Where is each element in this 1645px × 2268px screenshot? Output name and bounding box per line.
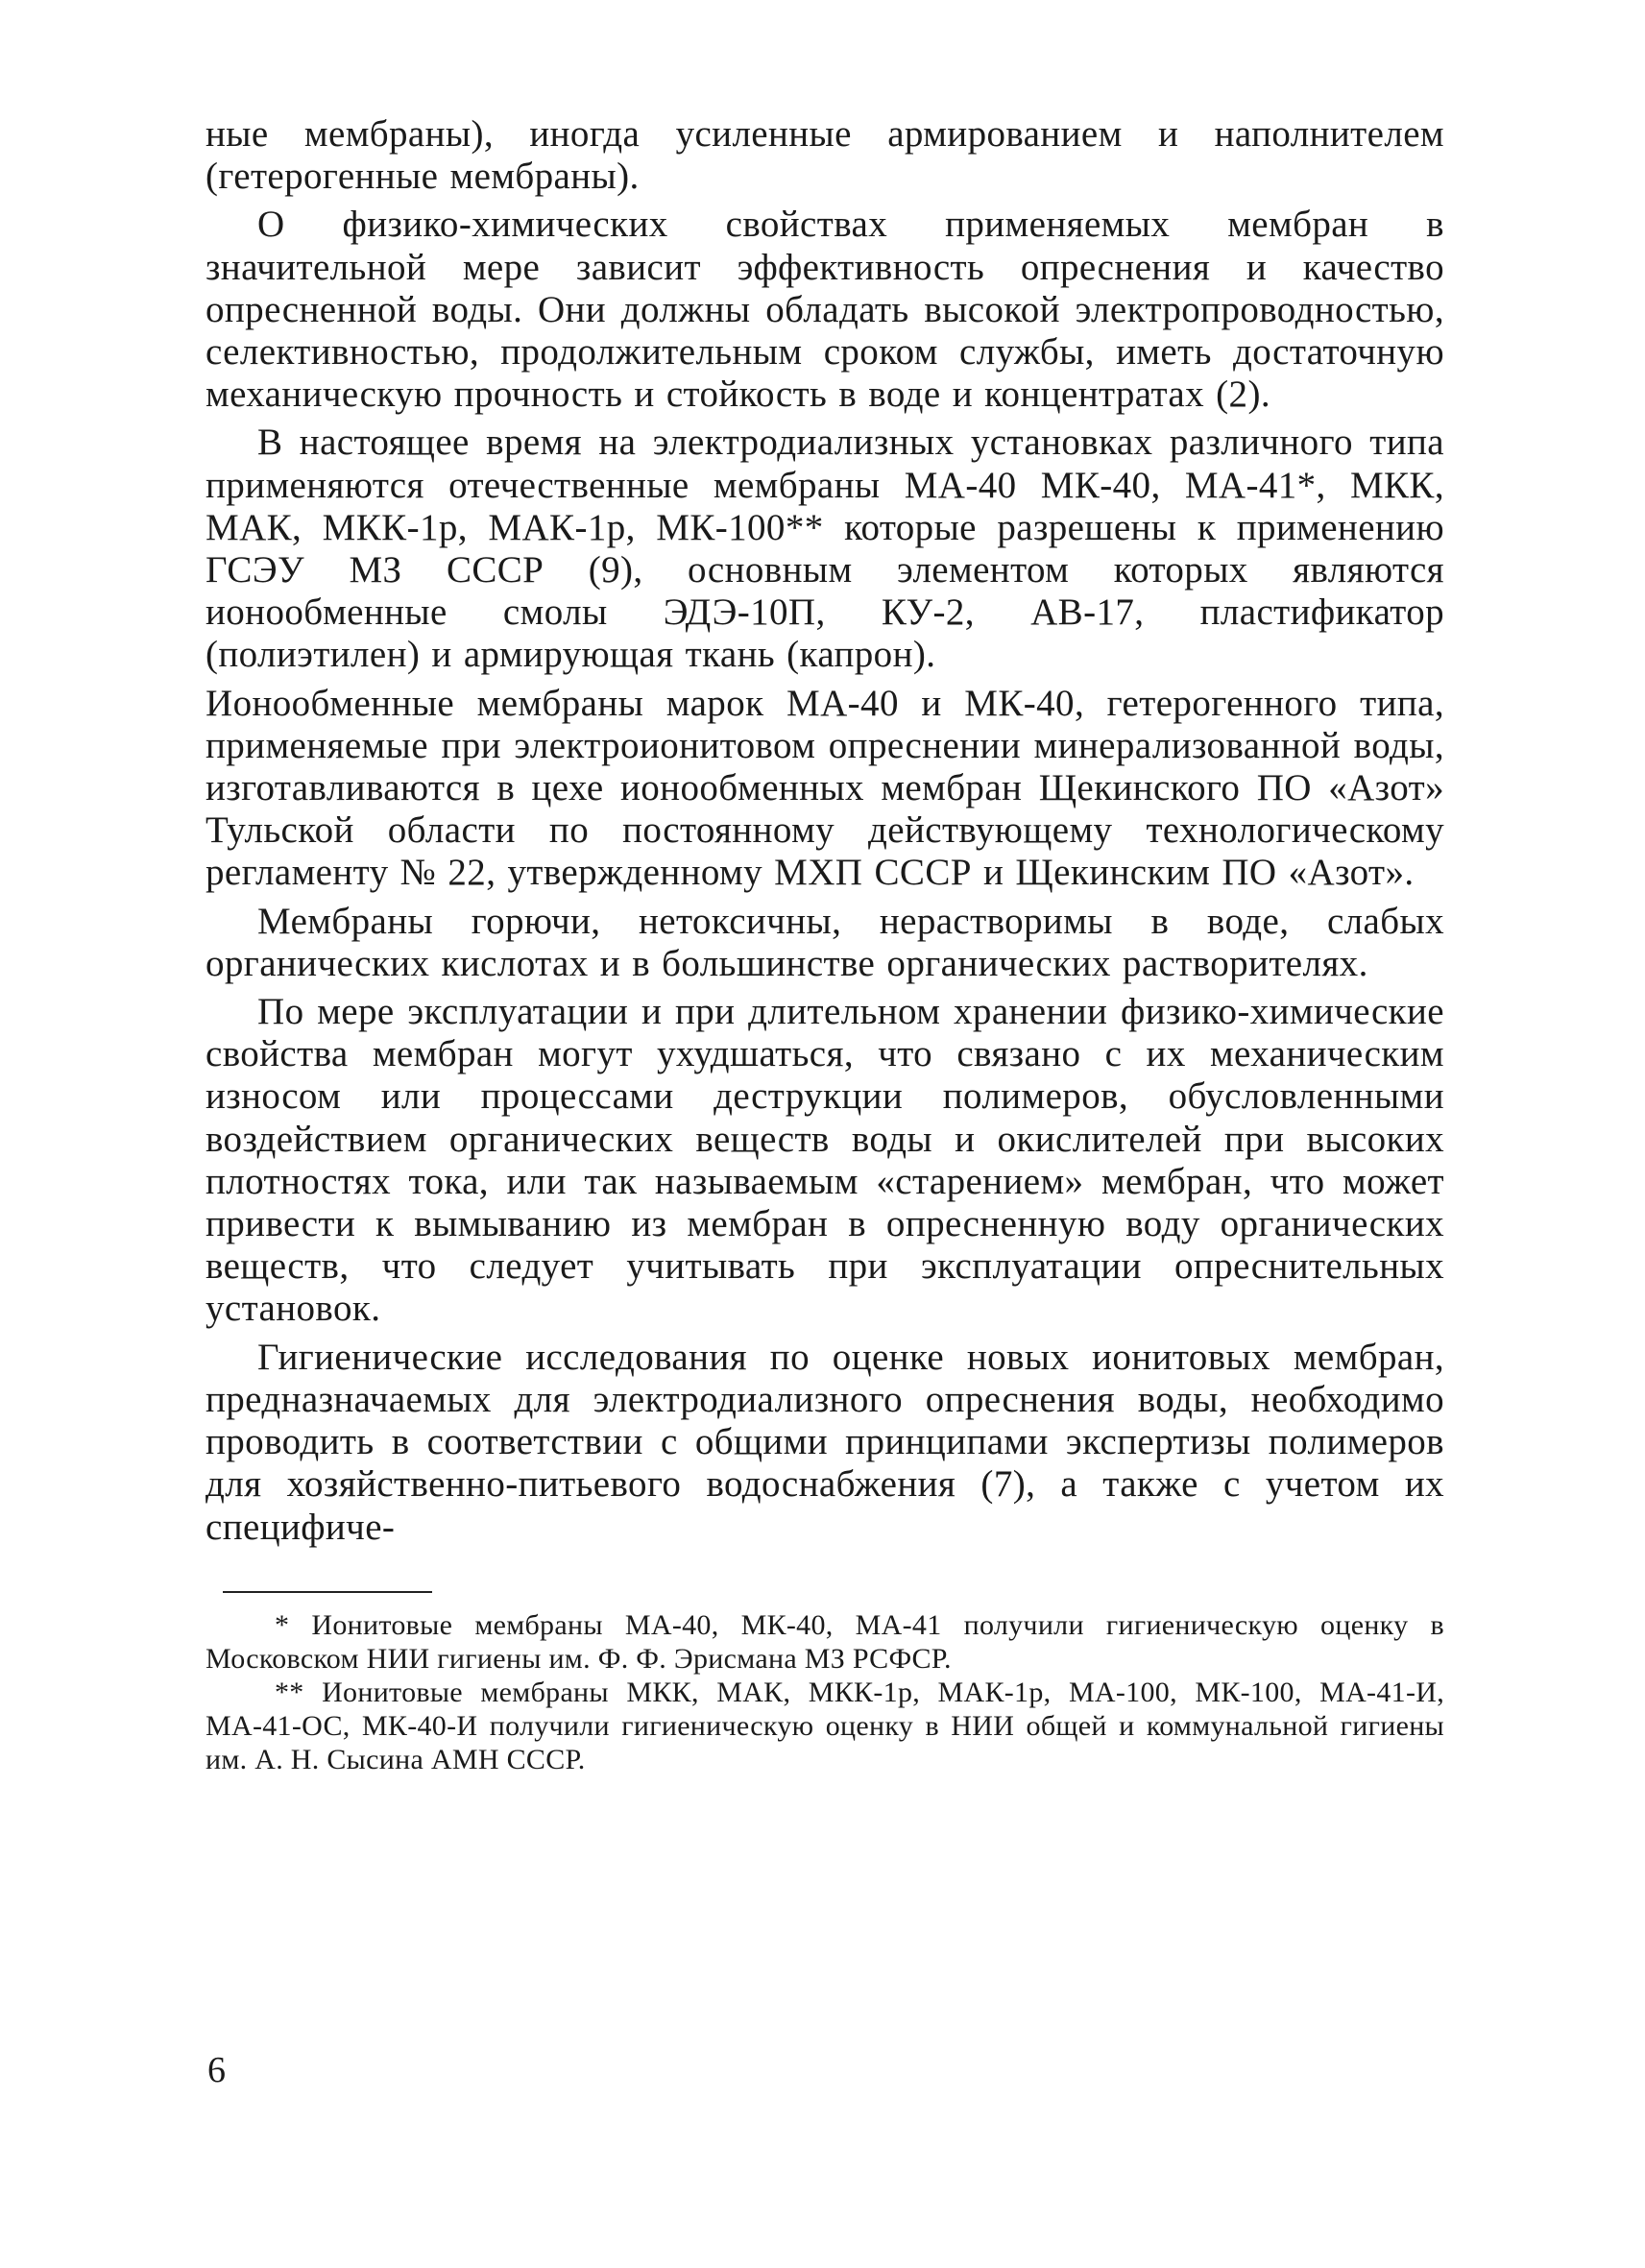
paragraph-continuation: ные мембраны), иногда усиленные армированием и наполнителем (гетерогенные мембраны). bbox=[206, 113, 1444, 198]
paragraph-membrane-degradation: По мере эксплуатации и при длительном хранении физико-химические свойства мембран могут ухудшаться, что связано с их механическим износом или процессами деструкции полимеров, обусловленными воздействием органических веществ воды и окислителей при высоких плотностях тока, или так называемым «старением» мембран, что может привести к вымыванию из мембран в опресненную воду органических веществ, что следует учитывать при эксплуатации опреснительных установок. bbox=[206, 991, 1444, 1330]
document-page bbox=[206, 113, 1444, 2226]
footnote-double-asterisk: ** Ионитовые мембраны МКК, МАК, МКК-1р, МАК-1р, МА-100, МК-100, МА-41-И, МА-41-ОС, МК-40-И получили гигиеническую оценку в НИИ общей и коммунальной гигиены им. А. Н. Сысина АМН СССР. bbox=[206, 1676, 1444, 1775]
paragraph-ion-exchange-membranes: Ионообменные мембраны марок МА-40 и МК-40, гетерогенного типа, применяемые при электроионитовом опреснении минерализованной воды, изготавливаются в цехе ионообменных мембран Щекинского ПО «Азот» Тульской области по постоянному действующему технологическому регламенту № 22, утвержденному МХП СССР и Щекинским ПО «Азот». bbox=[206, 682, 1444, 894]
footnote-divider bbox=[223, 1591, 432, 1593]
paragraph-hygienic-research: Гигиенические исследования по оценке новых ионитовых мембран, предназначаемых для электродиализного опреснения воды, необходимо проводить в соответствии с общими принципами экспертизы полимеров для хозяйственно-питьевого водоснабжения (7), а также с учетом их специфиче- bbox=[206, 1336, 1444, 1548]
body-text bbox=[206, 113, 1444, 1549]
page-number: 6 bbox=[207, 2050, 226, 2090]
paragraph-membrane-properties: О физико-химических свойствах применяемых мембран в значительной мере зависит эффективность опреснения и качество опресненной воды. Они должны обладать высокой электропроводностью, селективностью, продолжительным сроком службы, иметь достаточную механическую прочность и стойкость в воде и концентратах (2). bbox=[206, 204, 1444, 416]
paragraph-domestic-membranes: В настоящее время на электродиализных установках различного типа применяются отечественные мембраны МА-40 МК-40, МА-41*, МКК, МАК, МКК-1р, МАК-1р, МК-100** которые разрешены к применению ГСЭУ МЗ СССР (9), основным элементом которых являются ионообменные смолы ЭДЭ-10П, КУ-2, АВ-17, пластификатор (полиэтилен) и армирующая ткань (капрон). bbox=[206, 422, 1444, 676]
paragraph-membrane-characteristics: Мембраны горючи, нетоксичны, нерастворимы в воде, слабых органических кислотах и в большинстве органических растворителях. bbox=[206, 900, 1444, 984]
footnotes bbox=[206, 1608, 1444, 1776]
footnote-single-asterisk: * Ионитовые мембраны МА-40, МК-40, МА-41 получили гигиеническую оценку в Московском НИИ гигиены им. Ф. Ф. Эрисмана МЗ РСФСР. bbox=[206, 1608, 1444, 1675]
